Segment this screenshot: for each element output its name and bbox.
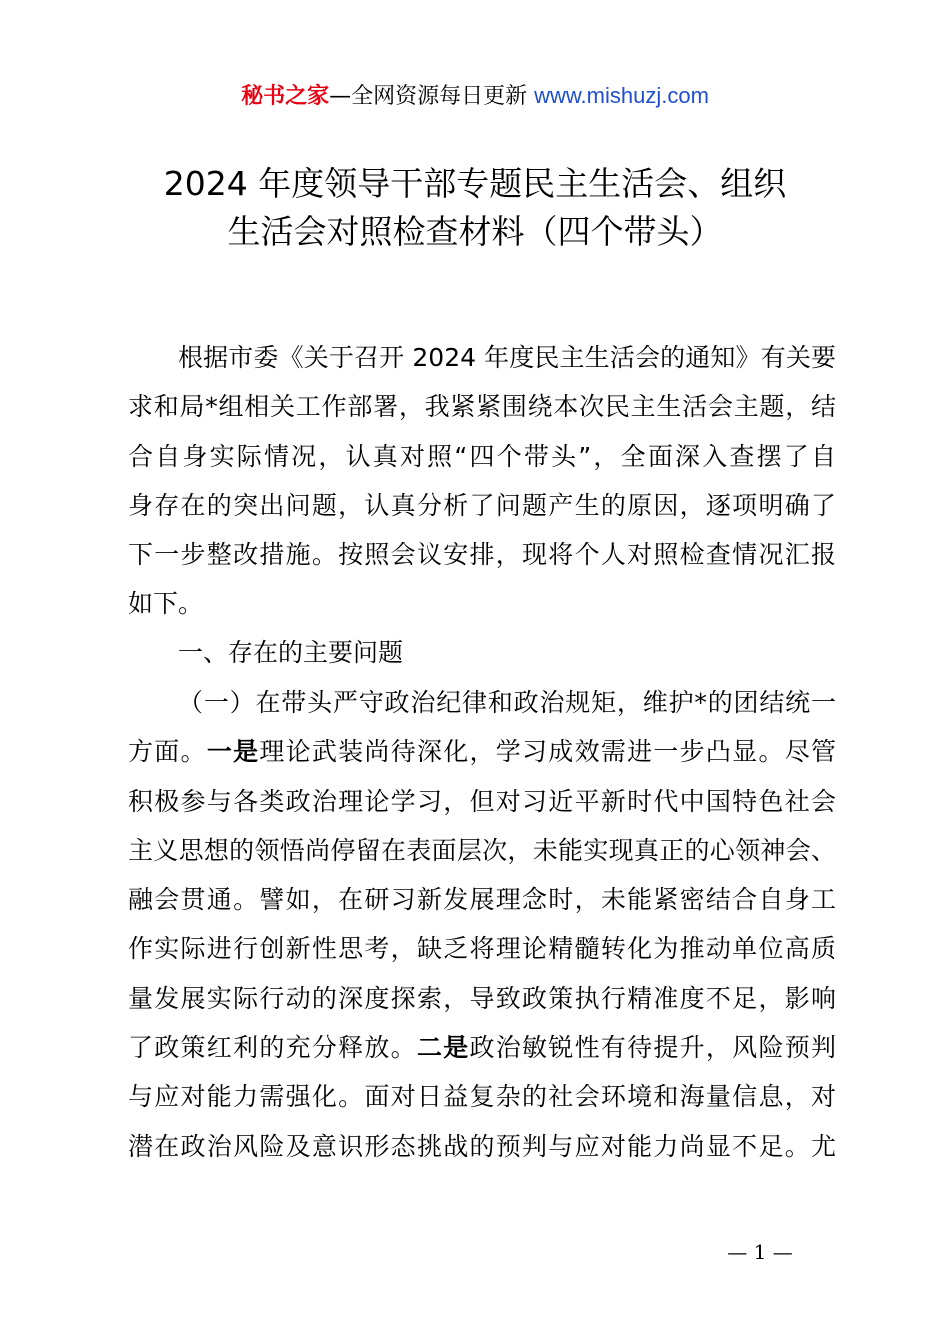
point-label-one: 一是	[206, 737, 260, 767]
section-heading-block	[128, 628, 836, 677]
paragraph-line: 主义思想的领悟尚停留在表面层次，未能实现真正的心领神会、	[128, 835, 836, 865]
paragraph-line: 如下。	[128, 589, 204, 619]
text-segment: 理论武装尚待深化，学习成效需进一步凸显。尽管	[259, 737, 836, 767]
title-line-2: 生活会对照检查材料（四个带头）	[227, 212, 723, 251]
header-tagline: —全网资源每日更新	[329, 84, 535, 109]
paragraph-line: 身存在的突出问题，认真分析了问题产生的原因，逐项明确了	[128, 490, 836, 520]
point-label-two: 二是	[416, 1033, 470, 1063]
paragraph-line: 积极参与各类政治理论学习，但对习近平新时代中国特色社会	[128, 786, 836, 816]
paragraph-line	[128, 1023, 836, 1072]
site-header	[0, 80, 950, 113]
brand-name: 秘书之家	[241, 84, 330, 109]
title-line-1: 2024 年度领导干部专题民主生活会、组织	[163, 164, 787, 203]
paragraph-line: 融会贯通。譬如，在研习新发展理念时，未能紧密结合自身工	[128, 885, 836, 915]
paragraph-line: （一）在带头严守政治纪律和政治规矩，维护*的团结统一	[178, 688, 836, 717]
paragraph-line: 量发展实际行动的深度探索，导致政策执行精准度不足，影响	[128, 983, 836, 1013]
text-segment: 政治敏锐性有待提升，风险预判	[469, 1033, 836, 1063]
text-segment: 了政策红利的充分释放。	[128, 1033, 417, 1063]
issues-paragraph	[128, 678, 836, 1171]
paragraph-line	[128, 727, 836, 776]
paragraph-line: 合自身实际情况，认真对照“四个带头”，全面深入查摆了自	[128, 441, 836, 471]
paragraph-line: 根据市委《关于召开 2024 年度民主生活会的通知》有关要	[178, 343, 836, 372]
paragraph-line: 作实际进行创新性思考，缺乏将理论精髓转化为推动单位高质	[128, 934, 836, 964]
paragraph-line: 求和局*组相关工作部署，我紧紧围绕本次民主生活会主题，结	[128, 392, 836, 422]
paragraph-line: 下一步整改措施。按照会议安排，现将个人对照检查情况汇报	[128, 540, 836, 570]
document-title	[120, 160, 830, 256]
section-heading: 一、存在的主要问题	[178, 638, 404, 667]
text-segment: 方面。	[128, 737, 207, 767]
paragraph-line: 潜在政治风险及意识形态挑战的预判与应对能力尚显不足。尤	[128, 1131, 836, 1161]
site-url-link[interactable]: www.mishuzj.com	[534, 83, 709, 108]
page-number: — 1 —	[727, 1240, 793, 1264]
paragraph-line: 与应对能力需强化。面对日益复杂的社会环境和海量信息，对	[128, 1082, 836, 1112]
intro-paragraph	[128, 333, 836, 629]
